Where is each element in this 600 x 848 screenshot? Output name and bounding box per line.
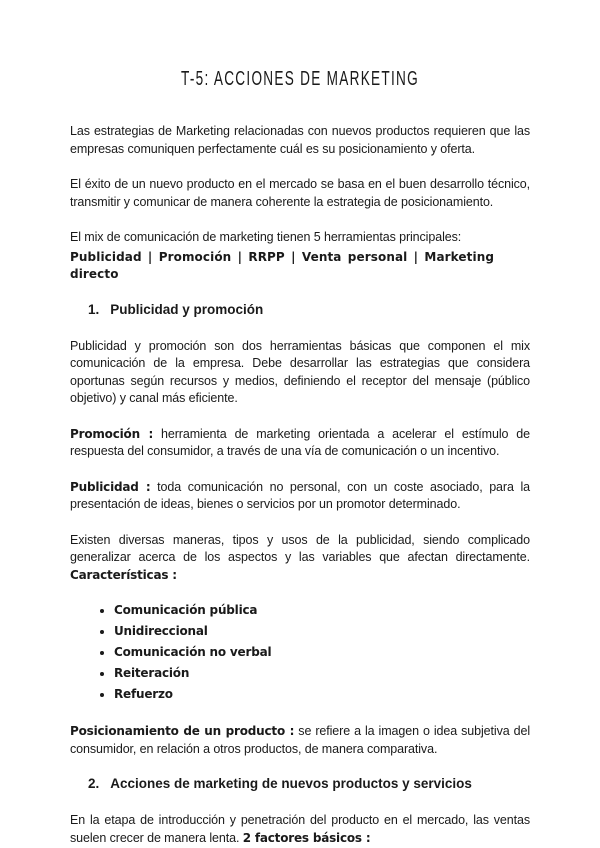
paragraph-posicionamiento <box>70 723 530 758</box>
paragraph-intro-1: Las estrategias de Marketing relacionadas con nuevos productos requieren que las empresas comuniquen perfectamente cuál es su posicionamiento y oferta. <box>70 124 530 156</box>
paragraph-promocion <box>70 426 530 461</box>
caracteristicas-intro-text: Existen diversas maneras, tipos y usos de la publicidad, siendo complicado generalizar acerca de los aspectos y las variables que afectan directamente. <box>70 532 530 564</box>
tools-bold-line: Publicidad | Promoción | RRPP | Venta personal | Marketing directo <box>70 249 495 281</box>
list-item: • Unidireccional <box>114 623 530 640</box>
section-2-number: 2. <box>88 776 100 791</box>
term-promocion: Promoción : <box>70 426 154 441</box>
section-1-heading-text: Publicidad y promoción <box>110 301 264 317</box>
definition-promocion: herramienta de marketing orientada a acelerar el estímulo de respuesta del consumidor, a través de una vía de comunicación o un incentivo. <box>70 426 530 458</box>
list-item: • Comunicación pública <box>114 602 530 619</box>
list-item: • Reiteración <box>114 665 530 682</box>
term-posicionamiento: Posicionamiento de un producto : <box>70 724 295 738</box>
factors-label: 2 factores básicos : <box>242 830 371 845</box>
page-title: T-5: ACCIONES DE MARKETING <box>181 68 419 90</box>
section-2-body-text: En la etapa de introducción y penetración del producto en el mercado, las ventas suelen crecer de manera lenta. <box>70 813 530 845</box>
section-1-number: 1. <box>88 301 100 317</box>
paragraph-mix-tools: El mix de comunicación de marketing tienen 5 herramientas principales: <box>70 230 462 244</box>
section-heading-2 <box>70 776 530 792</box>
paragraph-section-2-body <box>70 812 530 847</box>
list-item: • Comunicación no verbal <box>114 644 530 661</box>
definition-posicionamiento: se refiere a la imagen o idea subjetiva del consumidor, en relación a otros productos, de manera comparativa. <box>70 724 530 756</box>
paragraph-publicidad <box>70 479 530 514</box>
definition-publicidad: toda comunicación no personal, con un coste asociado, para la presentación de ideas, bienes o servicios por un promotor determinado. <box>70 479 530 511</box>
section-heading-1 <box>70 302 530 318</box>
caracteristicas-list <box>70 602 530 703</box>
paragraph-section-1-body: Publicidad y promoción son dos herramientas básicas que componen el mix comunicación de la empresa. Debe desarrollar las estrategias que considera oportunas según recursos y medios, definiendo el receptor del mensaje (público objetivo) y canal más eficiente. <box>70 338 530 405</box>
caracteristicas-label: Características : <box>70 567 177 582</box>
term-publicidad: Publicidad : <box>70 479 151 494</box>
paragraph-caracteristicas <box>70 532 530 585</box>
section-2-heading-text: Acciones de marketing de nuevos productos y servicios <box>110 776 472 791</box>
list-item: • Refuerzo <box>114 686 530 703</box>
paragraph-intro-2: El éxito de un nuevo producto en el mercado se basa en el buen desarrollo técnico, transmitir y comunicar de manera coherente la estrategia de posicionamiento. <box>70 177 530 209</box>
